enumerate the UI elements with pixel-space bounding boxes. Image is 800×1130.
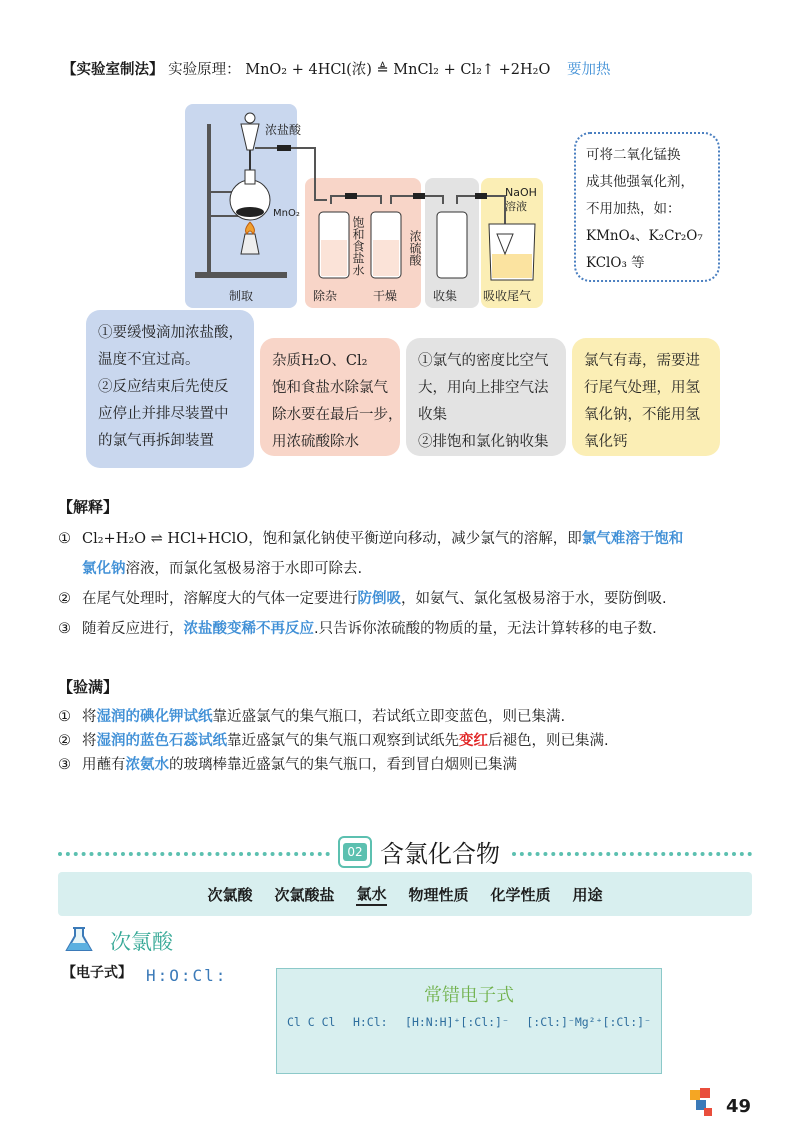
item-text: 在尾气处理时，溶解度大的气体一定要进行 (82, 591, 358, 607)
section-divider-left (58, 852, 330, 856)
reaction-equation: MnO₂ + 4HCl(浓) ≜ MnCl₂ + Cl₂↑ +2H₂O (245, 62, 551, 78)
note-tail (572, 338, 720, 456)
item-text: ，饱和氯化钠使平衡逆向移动，减少氯气的溶解，即 (248, 531, 582, 547)
stage-tail-label: 吸收尾气 (483, 289, 532, 303)
explain-item (58, 526, 683, 552)
note-line: 氧化钠，不能用氢 (584, 407, 700, 423)
verify-item (58, 728, 609, 754)
item-text: 将 (82, 709, 97, 725)
sub-title: 次氯酸 (110, 930, 173, 954)
error-formula: H:Cl: (352, 1015, 388, 1029)
explain-title: 【解释】 (58, 498, 119, 516)
side-note-line: 可将二氧化锰换 (586, 147, 681, 163)
note-line: 应停止并排尽装置中 (98, 406, 229, 422)
section-divider-right (512, 852, 752, 856)
conc-h2so4-label: 浓硫酸 (408, 230, 422, 266)
stage-collect-label: 收集 (433, 289, 458, 303)
item-text: 将 (82, 733, 97, 749)
note-line: 大，用向上排空气法 (418, 380, 549, 396)
heat-note: 要加热 (567, 62, 611, 78)
item-text: 后褪色，则已集满. (488, 733, 609, 749)
section-badge (338, 836, 372, 868)
stage-make-label: 制取 (229, 289, 254, 303)
header-line (62, 58, 611, 79)
note-line: 行尾气处理，用氢 (584, 380, 700, 396)
item-number: ③ (58, 621, 71, 637)
highlight-text: 浓氨水 (125, 757, 169, 773)
tab-hypochlorous-acid[interactable]: 次氯酸 (207, 885, 253, 904)
oxidant-side-note (574, 132, 720, 282)
note-collect (406, 338, 566, 456)
section-label: 【实验室制法】 (62, 62, 164, 78)
apparatus-diagram (185, 104, 545, 308)
note-line: ①氯气的密度比空气 (418, 353, 549, 369)
brand-logo-icon (690, 1088, 718, 1118)
highlight-text: 湿润的碘化钾试纸 (96, 709, 213, 725)
note-line: 杂质H₂O、Cl₂ (272, 353, 368, 369)
equilibrium-equation: Cl₂+H₂O ⇌ HCl+HClO (82, 531, 249, 547)
topic-tabs (58, 872, 752, 916)
item-text: .只告诉你浓硫酸的物质的量，无法计算转移的电子数. (314, 621, 657, 637)
item-text: ，如氨气、氯化氢极易溶于水，要防倒吸. (401, 591, 667, 607)
verify-item (58, 704, 565, 730)
item-number: ① (58, 709, 71, 725)
electron-label: 【电子式】 (62, 965, 132, 981)
verify-title: 【验满】 (58, 678, 119, 696)
highlight-text: 氯化钠 (82, 561, 126, 577)
item-number: ② (58, 591, 71, 607)
tab-chemical-properties[interactable]: 化学性质 (490, 885, 551, 904)
item-text: 的玻璃棒靠近盛氯气的集气瓶口，看到冒白烟则已集满 (169, 757, 517, 773)
item-text: 靠近盛氯气的集气瓶口，若试纸立即变蓝色，则已集满. (212, 709, 566, 725)
hocl-electron-formula: H:O:Cl: (146, 966, 228, 985)
side-note-line: 不用加热，如： (586, 201, 681, 217)
naoh-label: NaOH (505, 186, 537, 199)
verify-item (58, 752, 517, 778)
item-text: 靠近盛氯气的集气瓶口观察到试纸先 (227, 733, 459, 749)
flask-icon (62, 924, 96, 954)
section-title: 含氯化合物 (380, 840, 500, 868)
explain-item (58, 586, 667, 612)
item-number: ① (58, 531, 71, 547)
mno2-label: MnO₂ (273, 208, 300, 219)
section-badge-number: 02 (343, 843, 366, 861)
highlight-text: 氯气难溶于饱和 (581, 531, 684, 547)
highlight-text: 浓盐酸变稀不再反应 (183, 621, 314, 637)
highlight-text: 防倒吸 (357, 591, 401, 607)
stage-purify-label: 除杂 (313, 289, 338, 303)
note-line: 氧化钙 (584, 434, 628, 450)
page-number: 49 (726, 1096, 752, 1117)
note-line: ②排饱和氯化钠收集 (418, 434, 549, 450)
side-note-line: KClO₃ 等 (586, 255, 645, 271)
error-formula: [H:N:H]⁺[:Cl:]⁻ (405, 1015, 509, 1029)
side-note-line: 成其他强氧化剂， (586, 174, 694, 190)
common-errors-title: 常错电子式 (424, 985, 514, 1006)
note-purify (260, 338, 403, 456)
tab-hypochlorite[interactable]: 次氯酸盐 (274, 885, 335, 904)
item-text: 用蘸有 (82, 757, 126, 773)
item-number: ② (58, 733, 71, 749)
tab-uses[interactable]: 用途 (572, 885, 603, 904)
side-note-line: KMnO₄、K₂Cr₂O₇ (586, 228, 703, 244)
note-line: 温度不宜过高。 (98, 352, 200, 368)
note-line: 氯气有毒，需要进 (584, 353, 700, 369)
highlight-text: 湿润的蓝色石蕊试纸 (96, 733, 227, 749)
naoh-solution-label: 溶液 (505, 200, 527, 213)
item-number: ③ (58, 757, 71, 773)
tab-physical-properties[interactable]: 物理性质 (408, 885, 469, 904)
principle-prefix: 实验原理： (168, 62, 241, 78)
note-line: 饱和食盐水除氯气 (272, 380, 388, 396)
item-text: 溶液，而氯化氢极易溶于水即可除去. (125, 561, 363, 577)
note-line: 用浓硫酸除水 (272, 434, 359, 450)
note-line: ①要缓慢滴加浓盐酸， (98, 325, 243, 341)
error-formula: [:Cl:]⁻Mg²⁺[:Cl:]⁻ (526, 1015, 651, 1029)
item-text: 随着反应进行， (82, 621, 184, 637)
red-highlight-text: 变红 (459, 733, 488, 749)
error-formula-row (287, 1015, 651, 1029)
note-line: 收集 (418, 407, 447, 423)
error-formula: Cl C Cl (287, 1015, 336, 1029)
explain-item-continued (82, 556, 362, 582)
note-line: ②反应结束后先使反 (98, 379, 229, 395)
note-line: 的氯气再拆卸装置 (98, 433, 214, 449)
conc-hcl-label: 浓盐酸 (265, 123, 302, 137)
note-line: 除水要在最后一步， (272, 407, 403, 423)
stage-dry-label: 干燥 (373, 289, 398, 303)
common-errors-box (276, 968, 662, 1074)
tab-chlorine-water[interactable]: 氯水 (356, 883, 386, 906)
saturated-brine-label: 饱和食盐水 (351, 216, 365, 276)
explain-item (58, 616, 657, 642)
note-make (86, 310, 254, 468)
